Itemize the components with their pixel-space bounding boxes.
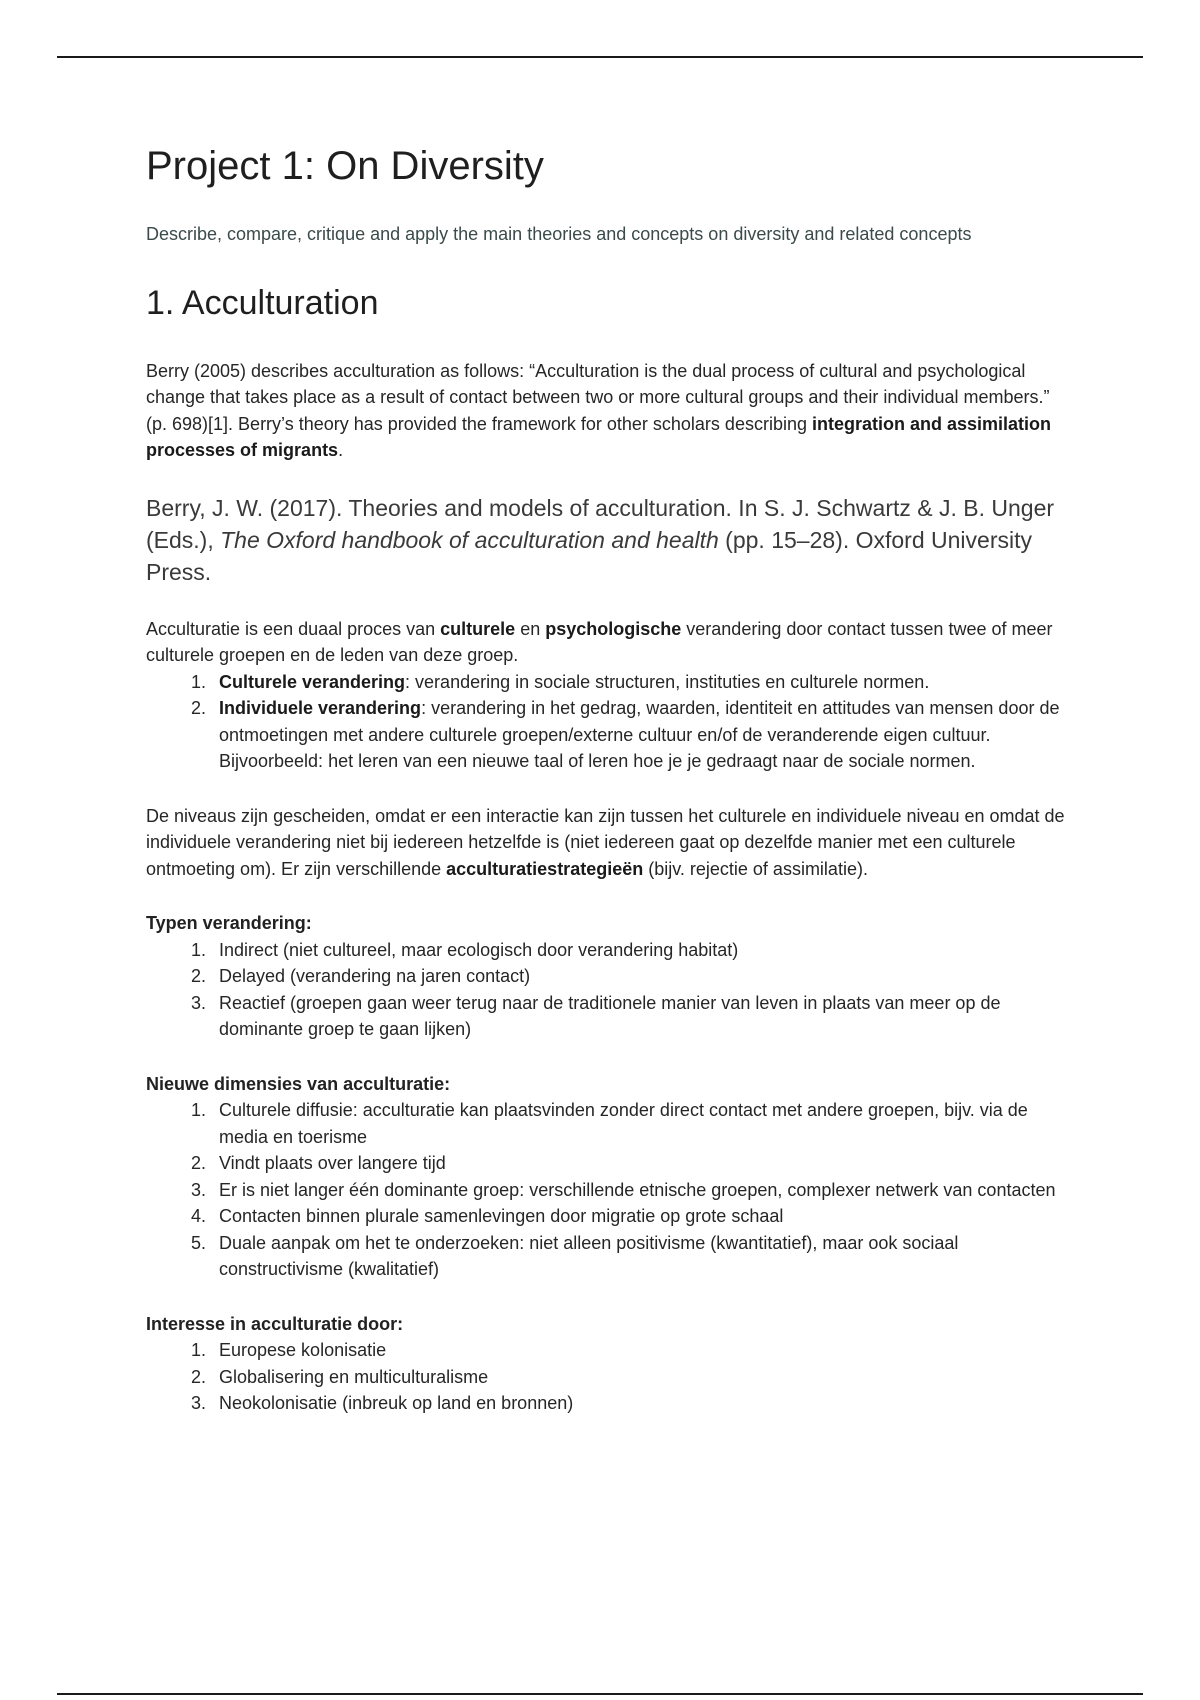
list-item: 5. Duale aanpak om het te onderzoeken: niet alleen positivisme (kwantitatief), maar ook sociaal constructivisme (kwalitatief) (190, 1232, 959, 1280)
list-item: 2. Vindt plaats over langere tijd (190, 1153, 446, 1174)
page-title: Project 1: On Diversity (146, 144, 544, 188)
subtitle: Describe, compare, critique and apply the main theories and concepts on diversity and related concepts (146, 224, 972, 244)
interest-list (146, 1337, 1066, 1417)
interest-heading: Interesse in acculturatie door: (146, 1313, 404, 1334)
reference-citation: Berry, J. W. (2017). Theories and models of acculturation. In S. J. Schwartz & J. B. Unger (Eds.), The Oxford handbook of acculturation and health (pp. 15–28). Oxford University Press. (146, 494, 1055, 585)
dimensions-heading: Nieuwe dimensies van acculturatie: (146, 1073, 451, 1094)
list-item: 1. Culturele verandering: verandering in sociale structuren, instituties en culturele normen. (190, 671, 930, 692)
list-item: 2. Globalisering en multiculturalisme (190, 1366, 489, 1387)
list-item: 3. Er is niet langer één dominante groep: verschillende etnische groepen, complexer netwerk van contacten (190, 1179, 1056, 1200)
levels-paragraph: De niveaus zijn gescheiden, omdat er een interactie kan zijn tussen het culturele en individuele niveau en omdat de individuele verandering niet bij iedereen hetzelfde is (niet iedereen gaat op dezelfde manier met een culturele ontmoeting om). Er zijn verschillende acculturatiestrategieën (bijv. rejectie of assimilatie). (146, 805, 1065, 879)
document-body (146, 142, 1066, 1417)
top-rule (57, 56, 1143, 58)
types-list (146, 937, 1066, 1043)
dimensions-list (146, 1097, 1066, 1283)
list-item: 3. Neokolonisatie (inbreuk op land en bronnen) (190, 1393, 574, 1414)
list-item: 2. Individuele verandering: verandering in het gedrag, waarden, identiteit en attitudes van mensen door de ontmoetingen met andere culturele groepen/externe cultuur en/of de veranderende eigen cultuur. Bijvoorbeeld: het leren van een nieuwe taal of leren hoe je je gedraagt naar de sociale normen. (190, 698, 1060, 772)
bottom-rule (57, 1693, 1143, 1695)
change-list (146, 669, 1066, 775)
berry-paragraph: Berry (2005) describes acculturation as follows: “Acculturation is the dual process of cultural and psychological change that takes place as a result of contact between two or more cultural groups and their individual members.” (p. 698)[1]. Berry’s theory has provided the framework for other scholars describing integration and assimilation processes of migrants. (146, 360, 1052, 461)
list-item: 3. Reactief (groepen gaan weer terug naar de traditionele manier van leven in plaats van meer op de dominante groep te gaan lijken) (190, 992, 1001, 1040)
types-heading: Typen verandering: (146, 913, 312, 934)
list-item: 1. Indirect (niet cultureel, maar ecologisch door verandering habitat) (190, 939, 739, 960)
list-item: 4. Contacten binnen plurale samenlevingen door migratie op grote schaal (190, 1206, 784, 1227)
dutch-intro-paragraph: Acculturatie is een duaal proces van culturele en psychologische verandering door contact tussen twee of meer culturele groepen en de leden van deze groep. (146, 618, 1053, 666)
list-item: 1. Europese kolonisatie (190, 1340, 387, 1361)
list-item: 2. Delayed (verandering na jaren contact) (190, 966, 531, 987)
section-heading: 1. Acculturation (146, 284, 379, 322)
list-item: 1. Culturele diffusie: acculturatie kan plaatsvinden zonder direct contact met andere groepen, bijv. via de media en toerisme (190, 1100, 1028, 1147)
